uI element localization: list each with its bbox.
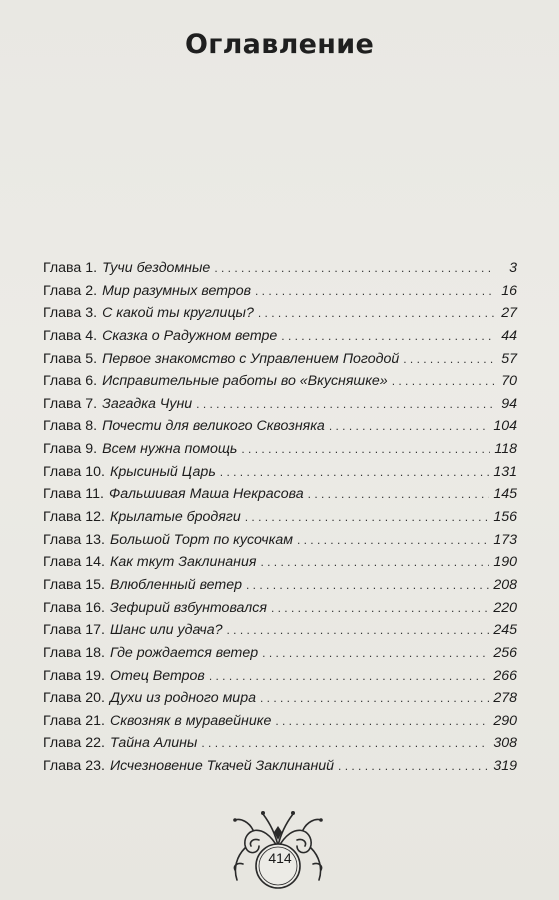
toc-entry <box>43 461 517 484</box>
toc-entry <box>43 438 517 461</box>
chapter-page-number: 156 <box>493 509 517 526</box>
chapter-label: Глава 15. <box>43 576 105 593</box>
dot-leader <box>246 574 489 597</box>
page-number: 414 <box>268 850 292 866</box>
chapter-label: Глава 3. <box>43 305 98 322</box>
chapter-label: Глава 13. <box>43 531 105 548</box>
chapter-page-number: 220 <box>493 599 517 616</box>
chapter-title: Мир разумных ветров <box>102 282 252 299</box>
toc-entry <box>43 551 517 574</box>
chapter-label: Глава 6. <box>43 373 98 390</box>
chapter-title: Почести для великого Сквозняка <box>102 418 325 435</box>
chapter-label: Глава 23. <box>43 758 105 775</box>
toc-entry <box>43 529 517 552</box>
toc-entry <box>43 687 517 710</box>
chapter-title: Первое знакомство с Управлением Погодой <box>102 350 400 367</box>
chapter-page-number: 319 <box>493 758 517 775</box>
chapter-page-number: 44 <box>501 327 517 344</box>
chapter-title: Крысиный Царь <box>110 463 216 480</box>
dot-leader <box>329 415 490 438</box>
toc-entry <box>43 348 517 371</box>
chapter-page-number: 256 <box>493 644 517 661</box>
chapter-title: Исчезновение Ткачей Заклинаний <box>110 758 335 775</box>
chapter-title: Фальшивая Маша Некрасова <box>108 486 304 503</box>
dot-leader <box>220 461 490 484</box>
toc-entry <box>43 257 517 280</box>
chapter-page-number: 3 <box>509 260 517 276</box>
dot-leader <box>214 257 495 280</box>
dot-leader <box>260 687 489 710</box>
toc-entry <box>43 370 517 393</box>
chapter-title: Большой Торт по кусочкам <box>110 531 293 548</box>
dot-leader <box>271 597 489 620</box>
chapter-page-number: 118 <box>494 441 517 458</box>
dot-leader <box>281 325 495 348</box>
chapter-title: Зефирий взбунтовался <box>110 599 267 616</box>
chapter-page-number: 278 <box>493 690 517 707</box>
chapter-label: Глава 20. <box>43 690 105 707</box>
table-of-contents <box>43 257 517 778</box>
chapter-page-number: 290 <box>493 712 517 729</box>
dot-leader <box>245 506 490 529</box>
chapter-label: Глава 8. <box>43 418 98 435</box>
chapter-label: Глава 1. <box>43 260 98 276</box>
toc-entry <box>43 483 517 506</box>
chapter-title: Сквозняк в муравейнике <box>110 712 272 729</box>
chapter-page-number: 16 <box>501 282 517 299</box>
dot-leader <box>392 370 495 393</box>
toc-entry <box>43 642 517 665</box>
chapter-title: Исправительные работы во «Вкусняшке» <box>102 373 388 390</box>
dot-leader <box>297 529 489 552</box>
chapter-label: Глава 12. <box>43 509 105 526</box>
dot-leader <box>260 551 489 574</box>
chapter-title: С какой ты круглицы? <box>102 305 254 322</box>
chapter-label: Глава 14. <box>43 554 105 571</box>
chapter-page-number: 27 <box>501 305 517 322</box>
dot-leader <box>201 732 489 755</box>
chapter-page-number: 208 <box>493 576 517 593</box>
chapter-title: Тучи бездомные <box>102 260 211 276</box>
chapter-page-number: 104 <box>493 418 517 435</box>
toc-entry <box>43 732 517 755</box>
dot-leader <box>255 280 495 303</box>
chapter-page-number: 57 <box>501 350 517 367</box>
chapter-title: Всем нужна помощь <box>102 441 238 458</box>
chapter-label: Глава 22. <box>43 735 105 752</box>
chapter-label: Глава 11. <box>43 486 104 503</box>
chapter-page-number: 266 <box>493 667 517 684</box>
chapter-title: Влюбленный ветер <box>110 576 243 593</box>
chapter-label: Глава 10. <box>43 463 105 480</box>
chapter-page-number: 308 <box>493 735 517 752</box>
chapter-label: Глава 21. <box>43 712 105 729</box>
toc-entry <box>43 393 517 416</box>
chapter-label: Глава 4. <box>43 327 98 344</box>
dot-leader <box>275 710 489 733</box>
chapter-label: Глава 7. <box>43 395 98 412</box>
chapter-label: Глава 5. <box>43 350 98 367</box>
page-title: Оглавление <box>184 29 375 60</box>
chapter-page-number: 145 <box>493 486 517 503</box>
dot-leader <box>196 393 495 416</box>
toc-entry <box>43 619 517 642</box>
dot-leader <box>403 348 495 371</box>
chapter-label: Глава 18. <box>43 644 105 661</box>
chapter-page-number: 245 <box>493 622 517 639</box>
chapter-page-number: 94 <box>501 395 517 412</box>
chapter-title: Отец Ветров <box>110 667 205 684</box>
dot-leader <box>227 619 490 642</box>
chapter-title: Духи из родного мира <box>110 690 256 707</box>
dot-leader <box>308 483 490 506</box>
chapter-title: Шанс или удача? <box>110 622 223 639</box>
dot-leader <box>241 438 490 461</box>
toc-entry <box>43 325 517 348</box>
chapter-title: Как ткут Заклинания <box>110 554 257 571</box>
chapter-title: Тайна Алины <box>110 735 198 752</box>
toc-entry <box>43 665 517 688</box>
toc-entry <box>43 302 517 325</box>
chapter-page-number: 131 <box>493 463 517 480</box>
toc-entry <box>43 597 517 620</box>
chapter-label: Глава 17. <box>43 622 105 639</box>
chapter-page-number: 173 <box>493 531 517 548</box>
toc-entry <box>43 506 517 529</box>
toc-entry <box>43 710 517 733</box>
chapter-label: Глава 19. <box>43 667 105 684</box>
dot-leader <box>258 302 495 325</box>
toc-entry <box>43 755 517 778</box>
toc-entry <box>43 280 517 303</box>
chapter-page-number: 190 <box>493 554 517 571</box>
chapter-label: Глава 9. <box>43 441 98 458</box>
chapter-label: Глава 2. <box>43 282 98 299</box>
chapter-page-number: 70 <box>501 373 517 390</box>
dot-leader <box>209 665 489 688</box>
chapter-title: Где рождается ветер <box>110 644 259 661</box>
chapter-title: Загадка Чуни <box>102 395 193 412</box>
chapter-label: Глава 16. <box>43 599 105 616</box>
toc-entry <box>43 415 517 438</box>
chapter-title: Крылатые бродяги <box>110 509 241 526</box>
dot-leader <box>338 755 489 778</box>
toc-entry <box>43 574 517 597</box>
dot-leader <box>262 642 489 665</box>
chapter-title: Сказка о Радужном ветре <box>102 327 278 344</box>
